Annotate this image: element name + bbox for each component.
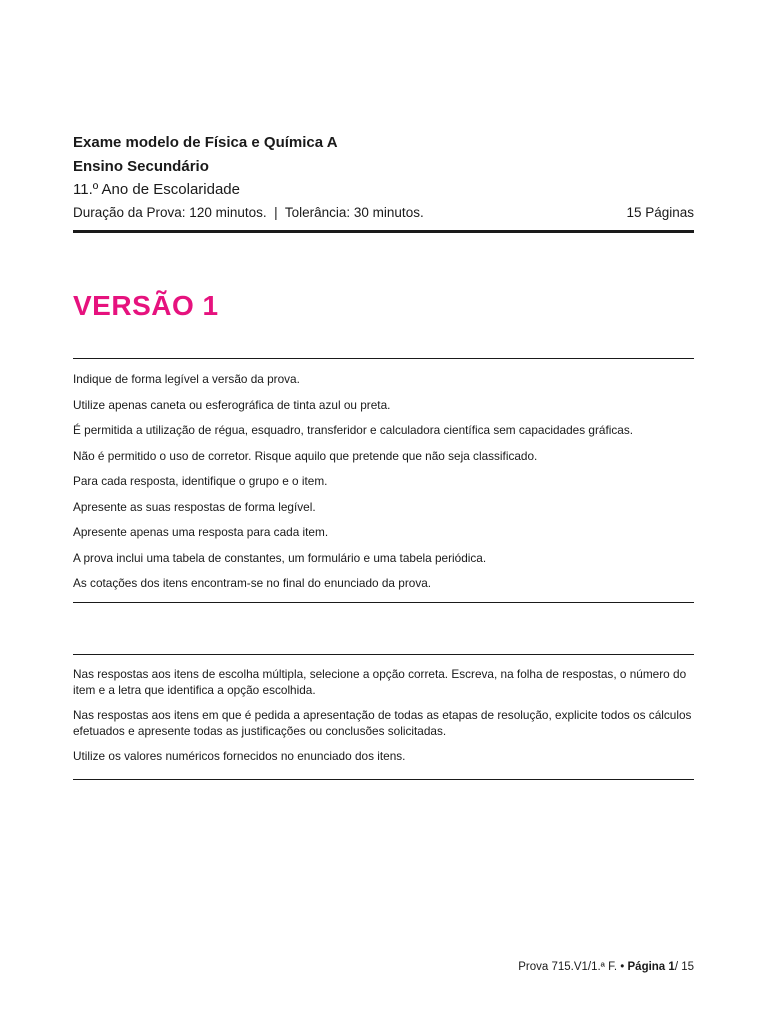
exam-title: Exame modelo de Física e Química A — [73, 134, 338, 151]
instruction-item: Apresente apenas uma resposta para cada item. — [73, 525, 329, 539]
exam-subtitle: Ensino Secundário — [73, 158, 209, 175]
instruction-item: Para cada resposta, identifique o grupo e o item. — [73, 474, 328, 488]
answer-rule-item: Utilize os valores numéricos fornecidos no enunciado dos itens. — [73, 749, 406, 763]
answer-rules-top-divider — [73, 654, 694, 655]
footer-prefix: Prova 715.V1/1.ª F. • — [518, 961, 628, 973]
instruction-item: A prova inclui uma tabela de constantes, um formulário e uma tabela periódica. — [73, 550, 487, 565]
general-instructions — [73, 371, 694, 601]
page-footer — [518, 961, 694, 973]
instruction-item: Não é permitido o uso de corretor. Risque aquilo que pretende que não seja classificado. — [73, 448, 538, 463]
footer-total: / 15 — [674, 961, 694, 973]
exam-meta — [73, 205, 694, 220]
header-divider — [73, 230, 694, 233]
instructions-top-divider — [73, 358, 694, 359]
answer-rules-bottom-divider — [73, 779, 694, 780]
answer-instructions — [73, 666, 694, 773]
duration-text: Duração da Prova: 120 minutos. | Tolerância: 30 minutos. — [73, 205, 424, 220]
answer-rule-item: Nas respostas aos itens em que é pedida a apresentação de todas as etapas de resolução, explicite todos os cálculos efetuados e apresente todas as justificações ou conclusões solicitadas. — [73, 708, 692, 738]
exam-cover-page — [73, 0, 694, 1024]
instruction-item: As cotações dos itens encontram-se no final do enunciado da prova. — [73, 576, 432, 590]
instruction-item: Indique de forma legível a versão da prova. — [73, 372, 300, 386]
answer-rule-item: Nas respostas aos itens de escolha múltipla, selecione a opção correta. Escreva, na folha de respostas, o número do item e a letra que identifica a opção escolhida. — [73, 667, 687, 697]
instructions-bottom-divider — [73, 602, 694, 603]
version-heading: VERSÃO 1 — [73, 290, 219, 321]
instruction-item: Apresente as suas respostas de forma legível. — [73, 499, 316, 514]
footer-page-label: Página 1 — [627, 961, 675, 973]
school-year: 11.º Ano de Escolaridade — [73, 181, 240, 198]
instruction-item: Utilize apenas caneta ou esferográfica de tinta azul ou preta. — [73, 397, 391, 412]
instruction-item: É permitida a utilização de régua, esquadro, transferidor e calculadora científica sem capacidades gráficas. — [73, 423, 634, 437]
page-count: 15 Páginas — [626, 205, 694, 220]
